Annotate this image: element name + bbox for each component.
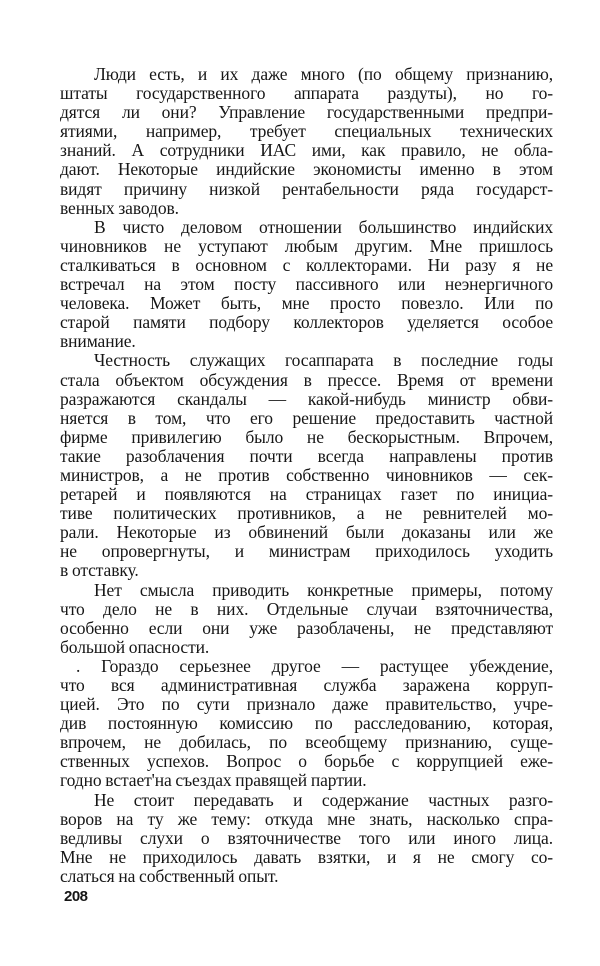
paragraph-1 xyxy=(60,65,553,218)
text-line: видят причину низкой рентабельности ряда государст- xyxy=(60,178,553,199)
text-line: штаты государственного аппарата раздуты), но го- xyxy=(60,83,553,104)
text-line: в отставку. xyxy=(60,560,139,581)
text-line: Люди есть, и их даже много (по общему признанию, xyxy=(94,64,553,84)
paragraph-3 xyxy=(60,351,553,580)
text-line: внимание. xyxy=(60,331,136,352)
text-line: годно встает'на съездах правящей партии. xyxy=(60,770,367,791)
page-number: 208 xyxy=(64,888,88,905)
text-line: Мне не приходилось давать взятки, и я не смогу со- xyxy=(60,846,553,867)
text-line: особенно если они уже разоблачены, не представляют xyxy=(60,617,553,638)
text-line: большой опасности. xyxy=(60,636,210,657)
text-line: . Гораздо серьезнее другое — растущее убеждение, xyxy=(76,655,553,676)
text-line: Не стоит передавать и содержание частных разго- xyxy=(94,789,553,810)
text-line: цией. Это по сути признало даже правительство, учре- xyxy=(60,694,553,715)
text-line: слаться на собственный опыт. xyxy=(60,865,279,886)
text-line: див постоянную комиссию по расследованию, которая, xyxy=(60,713,553,734)
text-line: дятся ли они? Управление государственными предпри- xyxy=(60,102,553,123)
text-line: тиве политических противников, а не ревнителей мо- xyxy=(60,503,553,524)
text-line: воров на ту же тему: откуда мне знать, насколько спра- xyxy=(60,808,553,829)
text-line: рали. Некоторые из обвинений были доказаны или же xyxy=(60,522,553,543)
text-line: впрочем, не добилась, по всеобщему признанию, суще- xyxy=(60,732,553,753)
text-line: ственных успехов. Вопрос о борьбе с коррупцией еже- xyxy=(60,751,553,772)
paragraph-6 xyxy=(60,791,553,886)
text-line: няется в том, что его решение предоставить частной xyxy=(60,407,553,428)
text-line: фирме привилегию было не бескорыстным. Впрочем, xyxy=(60,426,553,447)
text-line: ретарей и появляются на страницах газет по инициа- xyxy=(60,484,553,505)
text-line: дают. Некоторые индийские экономисты именно в этом xyxy=(60,159,553,180)
text-line: человека. Может быть, мне просто повезло. Или по xyxy=(60,293,553,314)
text-line: сталкиваться в основном с коллекторами. Ни разу я не xyxy=(60,254,553,275)
text-line: такие разоблачения почти всегда направлены против xyxy=(60,445,553,466)
text-line: В чисто деловом отношении большинство индийских xyxy=(94,216,553,237)
text-line: встречал на этом посту пассивного или неэнергичного xyxy=(60,274,553,295)
text-line: министров, а не против собственно чиновников — сек- xyxy=(60,464,553,485)
text-line: Честность служащих госаппарата в последние годы xyxy=(94,350,553,371)
text-line: не опровергнуты, и министрам приходилось уходить xyxy=(60,541,553,562)
text-line: ятиями, например, требует специальных технических xyxy=(60,121,553,142)
text-line: стала объектом обсуждения в прессе. Время от времени xyxy=(60,369,553,390)
paragraph-2 xyxy=(60,218,553,352)
body-text xyxy=(60,65,553,886)
text-line: старой памяти подбору коллекторов уделяется особое xyxy=(60,312,553,333)
text-line: венных заводов. xyxy=(60,197,179,218)
paragraph-4 xyxy=(60,581,553,657)
text-line: чиновников не уступают любым другим. Мне пришлось xyxy=(60,235,553,256)
text-line: ведливы слухи о взяточничестве того или иного лица. xyxy=(60,827,553,848)
text-line: разражаются скандалы — какой-нибудь министр обви- xyxy=(60,388,553,409)
text-line: Нет смысла приводить конкретные примеры, потому xyxy=(94,579,553,600)
text-line: знаний. А сотрудники ИАС ими, как правило, не обла- xyxy=(60,140,553,161)
paragraph-5 xyxy=(60,657,553,791)
text-line: что дело не в них. Отдельные случаи взяточничества, xyxy=(60,598,553,619)
text-line: что вся административная служба заражена корруп- xyxy=(60,675,553,695)
